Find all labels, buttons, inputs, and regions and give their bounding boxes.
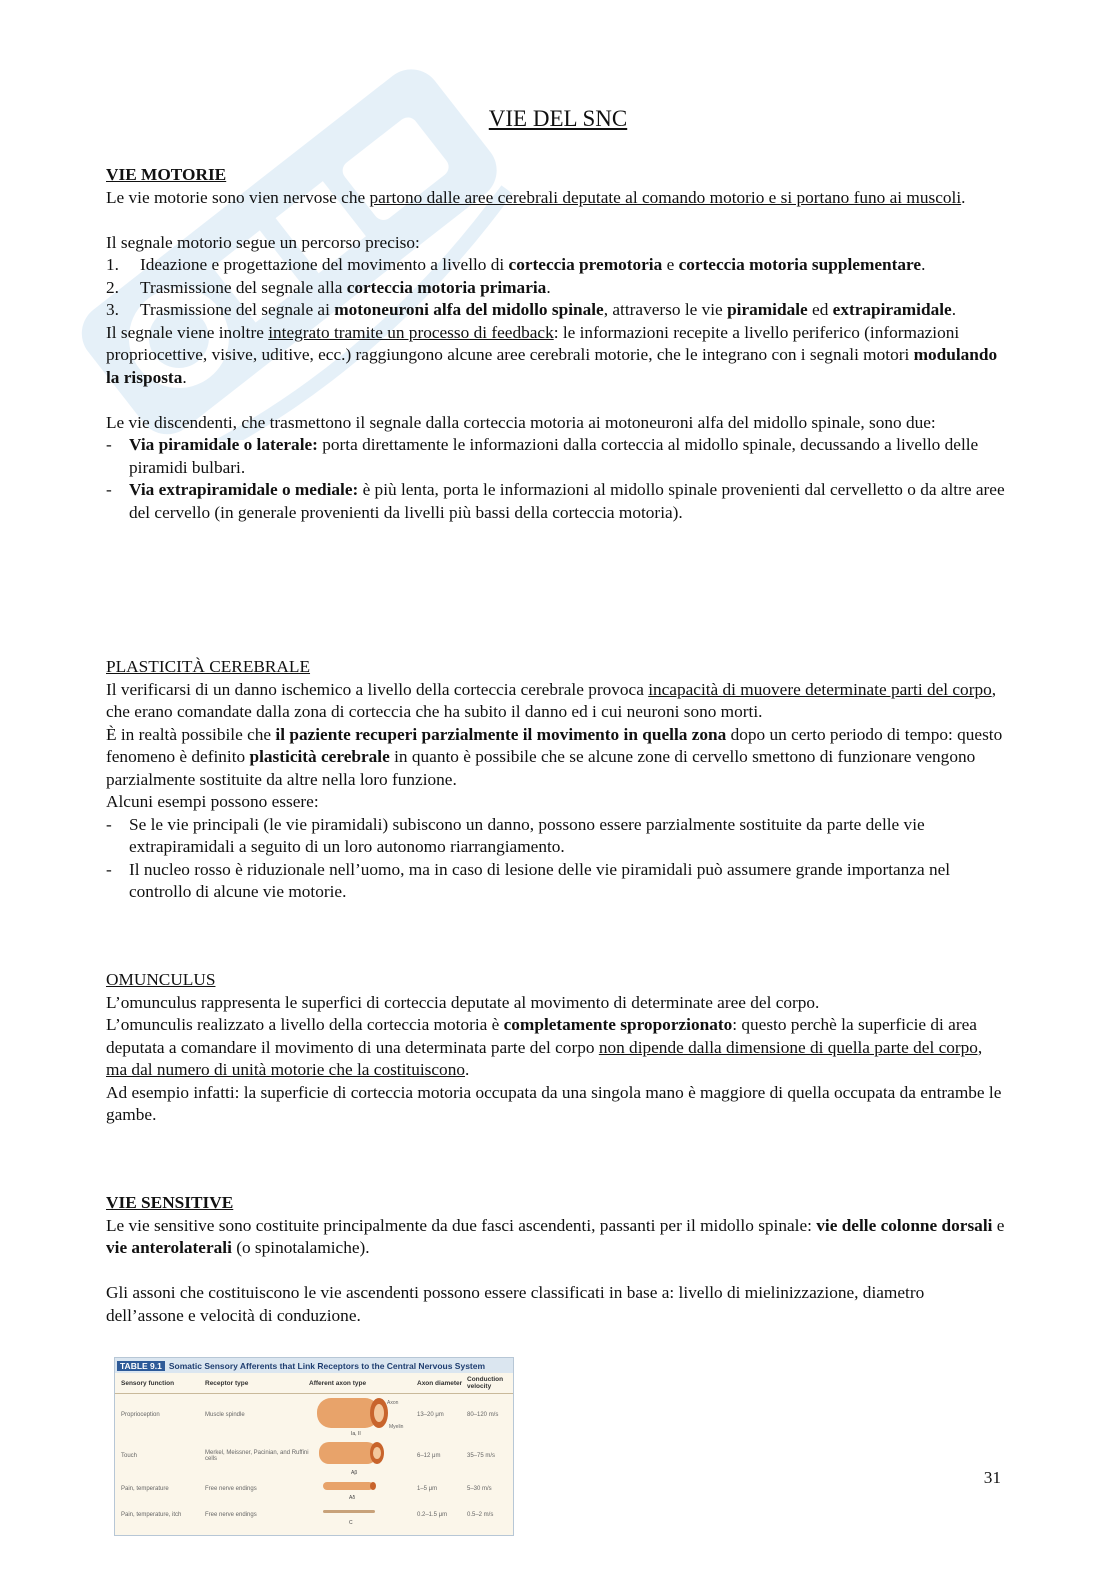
table-figure xyxy=(114,1357,514,1536)
numbered-list xyxy=(106,254,1006,322)
heading-plasticita: PLASTICITÀ CEREBRALE xyxy=(106,657,311,676)
list-dash: - xyxy=(106,814,112,834)
table-header-cell: Receptor type xyxy=(205,1379,249,1387)
axon-illustration xyxy=(309,1394,417,1436)
list-dash: - xyxy=(106,480,112,499)
axon-illustration xyxy=(309,1502,417,1528)
heading-vie-sensitive: VIE SENSITIVE xyxy=(106,1193,234,1212)
table-tag: TABLE 9.1 xyxy=(117,1361,165,1371)
text-fragment: Trasmissione del segnale alla xyxy=(140,277,347,297)
heading-vie-motorie: VIE MOTORIE xyxy=(106,165,227,184)
paragraph-omunculus-2 xyxy=(106,1014,1006,1082)
text-fragment: dopo un certo periodo di tempo: questo fenomeno è definito xyxy=(106,724,1003,766)
underlined-text: incapacità di muovere determinate parti del corpo xyxy=(648,679,992,699)
axon-illustration xyxy=(309,1476,417,1502)
bold-text: Via piramidale o laterale: xyxy=(129,435,318,454)
list-dash: - xyxy=(106,859,112,879)
paragraph-sensitive-2: Gli assoni che costituiscono le vie ascendenti possono essere classificati in base a: livello di mielinizzazione, diametro dell’assone e velocità di conduzione. xyxy=(106,1283,925,1325)
text-fragment: . xyxy=(951,300,957,319)
table-cell: 0.5–2 m/s xyxy=(467,1512,494,1518)
table-caption xyxy=(115,1358,513,1373)
list-item xyxy=(106,277,1006,300)
label-myelin: Myelin xyxy=(389,1424,404,1430)
dash-list xyxy=(106,434,1006,524)
list-item xyxy=(106,254,1006,277)
section-vie-sensitive xyxy=(106,1192,1006,1327)
section-omunculus xyxy=(106,969,1006,1127)
text-fragment: . xyxy=(546,277,551,297)
label-axon-type: Ia, II xyxy=(351,1431,361,1436)
underlined-text: non dipende dalla dimensione di quella parte del corpo, ma dal numero di unità motorie che la costituiscono xyxy=(106,1037,983,1079)
label-axon-type: C xyxy=(349,1520,353,1526)
table-cell: Merkel, Meissner, Pacinian, and Ruffini cells xyxy=(205,1450,309,1462)
paragraph-danno xyxy=(106,679,1006,724)
label-axon-type: Aβ xyxy=(351,1470,358,1476)
table-cell: Muscle spindle xyxy=(205,1412,245,1418)
text-fragment: Il segnale viene inoltre xyxy=(106,322,269,342)
text-fragment: . xyxy=(961,187,966,207)
list-item xyxy=(106,434,1006,479)
bold-text: completamente sproporzionato xyxy=(503,1015,733,1034)
table-header-cell: Axon diameter xyxy=(417,1379,463,1387)
paragraph-intro xyxy=(106,187,1006,210)
table-cell: Proprioception xyxy=(121,1412,160,1418)
paragraph-omunculus-1: L’omunculus rappresenta le superfici di corteccia deputate al movimento di determinate aree del corpo. xyxy=(106,992,820,1012)
heading-omunculus: OMUNCULUS xyxy=(106,970,216,989)
paragraph-sensitive-1 xyxy=(106,1215,1006,1260)
table-header xyxy=(115,1373,513,1394)
paragraph-esempi: Alcuni esempi possono essere: xyxy=(106,792,319,811)
myelinated-axon-large-icon xyxy=(309,1394,417,1436)
list-item xyxy=(106,859,1006,904)
text-fragment: Se le vie principali (le vie piramidali) subiscono un danno, possono essere parzialmente sostituite da parte delle vie extrapiramidali a seguito di un loro autonomo riarrangiamento. xyxy=(129,814,925,856)
text-fragment: Le vie sensitive sono costituite principalmente da due fasci ascendenti, passanti per il midollo spinale: xyxy=(106,1215,817,1235)
paragraph-recupero xyxy=(106,724,1006,792)
table-cell: 0.2–1.5 μm xyxy=(417,1512,448,1518)
text-fragment: : questo perchè la superficie di area deputata a comandare il movimento di una determinata parte del corpo xyxy=(106,1015,977,1057)
text-fragment: porta direttamente le informazioni dalla corteccia al midollo spinale, decussando a livello delle piramidi bulbari. xyxy=(129,435,979,477)
text-fragment: L’omunculis realizzato a livello della corteccia motoria è xyxy=(106,1015,504,1034)
text-fragment: in quanto è possibile che se alcune zone di cervello smettono di funzionare vengono parzialmente sostituite da altre nella loro funzione. xyxy=(106,747,976,789)
list-dash: - xyxy=(106,435,112,454)
text-fragment: Il verificarsi di un danno ischemico a livello della corteccia cerebrale provoca xyxy=(106,679,649,699)
page-title: VIE DEL SNC xyxy=(488,106,628,131)
table-header-cell: Conduction velocity xyxy=(467,1376,504,1390)
bold-text: Via extrapiramidale o mediale: xyxy=(129,480,359,499)
table-cell: 5–30 m/s xyxy=(467,1486,492,1492)
paragraph-segnale: Il segnale motorio segue un percorso preciso: xyxy=(106,232,420,252)
table-cell: Pain, temperature xyxy=(121,1486,169,1492)
section-plasticita xyxy=(106,656,1006,904)
paragraph-discendenti: Le vie discendenti, che trasmettono il segnale dalla corteccia motoria ai motoneuroni alfa del midollo spinale, sono due: xyxy=(106,412,936,432)
text-fragment: : le informazioni recepite a livello periferico (informazioni propriocettive, visive, uditive, ecc.) raggiungono alcune aree cerebrali motorie, che le integrano con i segnali motori xyxy=(106,322,960,364)
label-axon: Axon xyxy=(387,1400,399,1406)
table-row xyxy=(115,1476,513,1502)
table-cell: 13–20 μm xyxy=(417,1412,444,1418)
underlined-text: integrato tramite un processo di feedback xyxy=(268,322,554,342)
unmyelinated-axon-icon xyxy=(309,1502,417,1528)
text-fragment: . xyxy=(464,1060,470,1079)
bold-text: extrapiramidale xyxy=(832,300,952,319)
text-fragment: , che erano comandate dalla zona di corteccia che ha subito il danno ed i cui neuroni sono morti. xyxy=(106,679,997,721)
bold-text: vie delle colonne dorsali xyxy=(816,1215,993,1235)
table-cell: Touch xyxy=(121,1453,138,1459)
text-fragment: . xyxy=(182,367,187,387)
bold-text: vie anterolaterali xyxy=(106,1238,232,1257)
bold-text: il paziente recuperi parzialmente il movimento in quella zona xyxy=(275,724,727,744)
text-fragment: (o spinotalamiche). xyxy=(231,1238,370,1257)
underlined-text: partono dalle aree cerebrali deputate al comando motorio e si portano funo ai muscoli xyxy=(369,187,962,207)
table-caption-text: Somatic Sensory Afferents that Link Receptors to the Central Nervous System xyxy=(168,1360,486,1371)
text-fragment: Il nucleo rosso è riduzionale nell’uomo, ma in caso di lesione delle vie piramidali può assumere grande importanza nel controllo di alcune vie motorie. xyxy=(129,859,951,901)
list-item xyxy=(106,479,1006,524)
bold-text: piramidale xyxy=(727,300,808,319)
text-fragment: Trasmissione del segnale ai xyxy=(140,300,335,319)
text-fragment: Le vie motorie sono vien nervose che xyxy=(106,187,370,207)
bold-text: modulando la risposta xyxy=(106,345,998,387)
bold-text: corteccia motoria primaria xyxy=(346,277,547,297)
text-fragment: . xyxy=(921,255,926,274)
bold-text: plasticità cerebrale xyxy=(249,747,390,766)
paragraph-feedback xyxy=(106,322,1006,390)
table-header-cell: Afferent axon type xyxy=(309,1379,367,1387)
paragraph-omunculus-3: Ad esempio infatti: la superficie di corteccia motoria occupata da una singola mano è maggiore di quella occupata da entrambe le gambe. xyxy=(106,1082,1002,1124)
text-fragment: e xyxy=(992,1215,1005,1235)
list-number: 1. xyxy=(106,255,119,274)
text-fragment: Ideazione e progettazione del movimento a livello di xyxy=(140,255,509,274)
table-row xyxy=(115,1436,513,1476)
table-cell: Pain, temperature, itch xyxy=(121,1512,182,1518)
table-cell: Free nerve endings xyxy=(205,1486,257,1492)
axon-illustration xyxy=(309,1436,417,1476)
bold-text: motoneuroni alfa del midollo spinale xyxy=(334,300,604,319)
text-fragment: è più lenta, porta le informazioni al midollo spinale provenienti dal cervelletto o da altre aree del cervello (in generale provenienti da livelli più bassi della corteccia motoria). xyxy=(129,480,1005,522)
table-header-cell: Sensory function xyxy=(121,1379,175,1387)
table-cell: 35–75 m/s xyxy=(467,1453,496,1459)
section-vie-motorie xyxy=(106,164,1006,524)
myelinated-axon-medium-icon xyxy=(309,1436,417,1476)
text-fragment: ed xyxy=(807,300,833,319)
table-cell: 6–12 μm xyxy=(417,1453,441,1459)
table-cell: 1–5 μm xyxy=(417,1486,438,1492)
table-cell: Free nerve endings xyxy=(205,1512,257,1518)
table-cell: 80–120 m/s xyxy=(467,1412,499,1418)
bold-text: corteccia motoria supplementare xyxy=(678,255,922,274)
label-axon-type: Aδ xyxy=(349,1495,356,1501)
list-item xyxy=(106,814,1006,859)
dash-list xyxy=(106,814,1006,904)
list-number: 3. xyxy=(106,300,119,319)
text-fragment: È in realtà possibile che xyxy=(106,724,276,744)
list-number: 2. xyxy=(106,277,119,297)
list-item xyxy=(106,299,1006,322)
text-fragment: e xyxy=(662,255,679,274)
thin-myelinated-axon-icon xyxy=(309,1476,417,1502)
bold-text: corteccia premotoria xyxy=(508,255,663,274)
table-row xyxy=(115,1502,513,1528)
page-number: 31 xyxy=(983,1468,1001,1487)
table-row xyxy=(115,1394,513,1436)
text-fragment: , attraverso le vie xyxy=(603,300,728,319)
